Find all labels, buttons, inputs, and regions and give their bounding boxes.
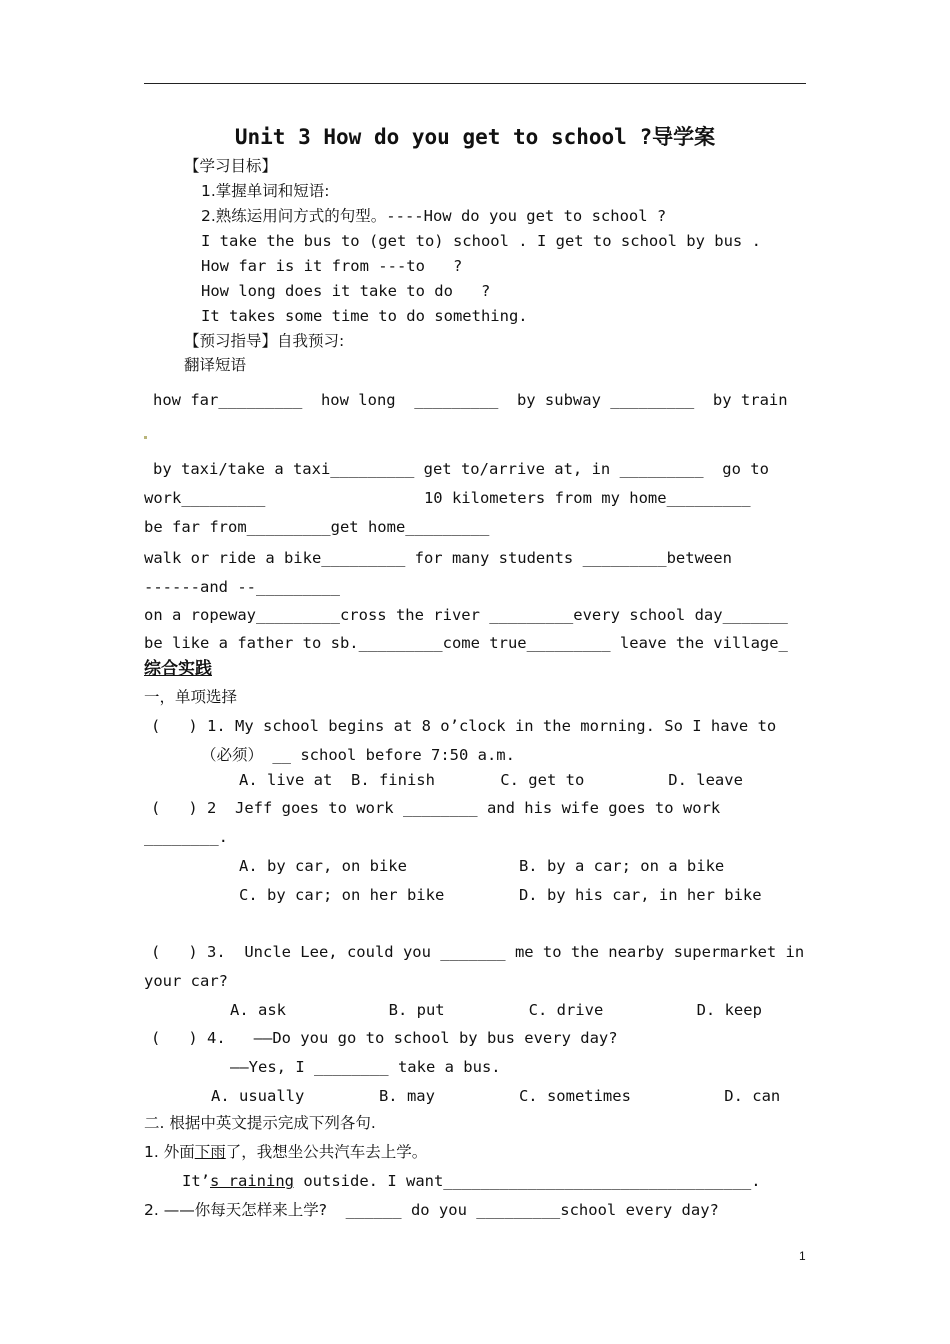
sentence-1-cn-end: 了，我想坐公共汽车去上学。 bbox=[225, 1143, 428, 1161]
phrase-row-2: by taxi/take a taxi_________ get to/arrive at, in _________ go to bbox=[153, 460, 769, 478]
objective-line-6: It takes some time to do something. bbox=[201, 307, 528, 325]
phrase-row-5: walk or ride a bike_________ for many students _________between bbox=[144, 549, 732, 567]
phrase-row-1: how far_________ how long _________ by subway _________ by train bbox=[153, 391, 788, 409]
preview-subheading: 翻译短语 bbox=[184, 356, 247, 374]
practice-heading: 综合实践 bbox=[144, 659, 212, 679]
title-english: Unit 3 How do you get to school ? bbox=[234, 125, 653, 149]
objective-line-4: How far is it from ---to ? bbox=[201, 257, 463, 275]
page-title bbox=[0, 124, 950, 150]
phrase-row-7: on a ropeway_________cross the river _________every school day_______ bbox=[144, 606, 788, 624]
sentence-2 bbox=[144, 1200, 719, 1220]
question-2-line-2: ________. bbox=[144, 828, 228, 846]
question-1-hint: （必须） bbox=[201, 746, 264, 764]
objective-2-cn: 2.熟练运用问方式的句型。 bbox=[201, 207, 387, 225]
phrase-row-8: be like a father to sb._________come true_________ leave the village_ bbox=[144, 634, 788, 652]
sentence-1-en-end: outside. I want_________________________________. bbox=[294, 1172, 761, 1190]
sentence-2-english: ______ do you _________school every day? bbox=[326, 1201, 719, 1219]
question-3-line-2: your car? bbox=[144, 972, 228, 990]
question-1-stem: __ school before 7:50 a.m. bbox=[263, 746, 515, 764]
phrase-row-4: be far from_________get home_________ bbox=[144, 518, 490, 536]
question-3-options: A. ask B. put C. drive D. keep bbox=[230, 1001, 762, 1019]
sentence-1-en-underlined: s raining bbox=[210, 1172, 294, 1190]
objective-2-en: ----How do you get to school ? bbox=[386, 207, 667, 225]
question-4-options: A. usually B. may C. sometimes D. can bbox=[211, 1087, 781, 1105]
objectives-heading: 【学习目标】 bbox=[184, 157, 278, 175]
sentence-1-cn-start: 1. 外面 bbox=[144, 1143, 195, 1161]
question-1-options: A. live at B. finish C. get to D. leave bbox=[239, 771, 743, 789]
question-3-line-1: ( ) 3. Uncle Lee, could you _______ me to the nearby supermarket in bbox=[151, 943, 805, 961]
phrase-row-6: ------and --_________ bbox=[144, 578, 340, 596]
stray-dot bbox=[144, 436, 147, 439]
question-4-line-2: ——Yes, I ________ take a bus. bbox=[230, 1058, 501, 1076]
objective-1: 1.掌握单词和短语: bbox=[201, 182, 330, 200]
sentence-2-chinese: 2. ——你每天怎样来上学? bbox=[144, 1201, 327, 1219]
question-2-options-ab: A. by car, on bike B. by a car; on a bike bbox=[239, 857, 725, 875]
part-2-heading: 二. 根据中英文提示完成下列各句. bbox=[144, 1114, 376, 1132]
header-rule bbox=[144, 83, 806, 84]
sentence-1-cn-underlined: 下雨 bbox=[194, 1143, 226, 1161]
page-number: 1 bbox=[799, 1249, 806, 1263]
objective-2 bbox=[201, 206, 666, 226]
sentence-1-english bbox=[182, 1171, 761, 1191]
objective-line-3: I take the bus to (get to) school . I get to school by bus . bbox=[201, 232, 761, 250]
question-2-line-1: ( ) 2 Jeff goes to work ________ and his wife goes to work bbox=[151, 799, 721, 817]
title-chinese: 导学案 bbox=[652, 125, 716, 149]
preview-heading: 【预习指导】自我预习: bbox=[184, 332, 345, 350]
sentence-1-en-start: It’ bbox=[182, 1172, 210, 1190]
objective-line-5: How long does it take to do ? bbox=[201, 282, 491, 300]
question-1-line-2 bbox=[201, 745, 515, 765]
part-1-heading: 一，单项选择 bbox=[144, 688, 238, 706]
sentence-1-chinese bbox=[144, 1142, 427, 1162]
phrase-row-3: work_________ 10 kilometers from my home_________ bbox=[144, 489, 751, 507]
question-4-line-1: ( ) 4. ——Do you go to school by bus every day? bbox=[151, 1029, 618, 1047]
question-2-options-cd: C. by car; on her bike D. by his car, in her bike bbox=[239, 886, 762, 904]
question-1-line-1: ( ) 1. My school begins at 8 o’clock in the morning. So I have to bbox=[151, 717, 777, 735]
